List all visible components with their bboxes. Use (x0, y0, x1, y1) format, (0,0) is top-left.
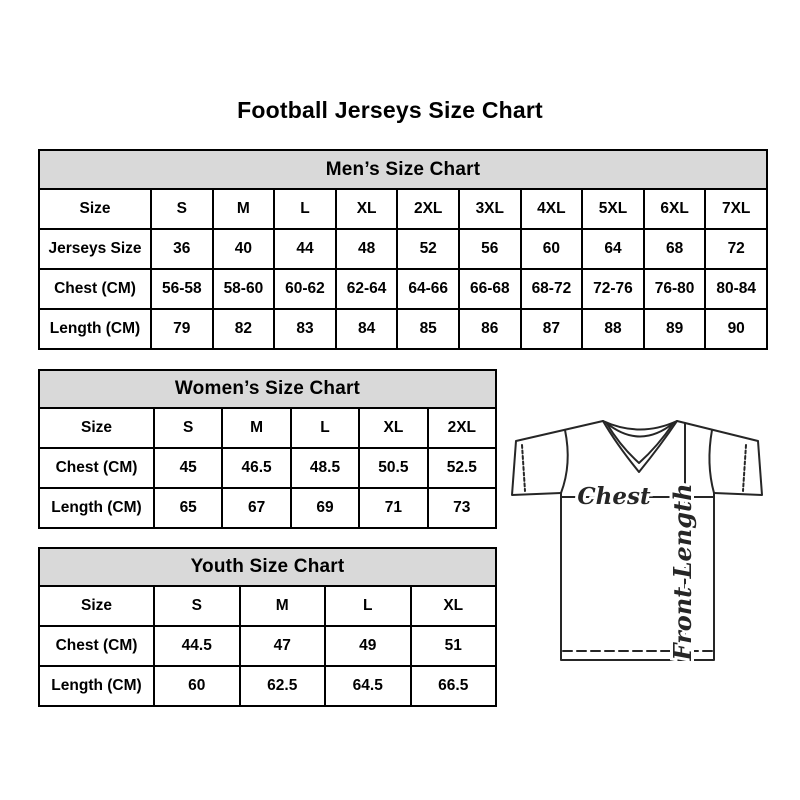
table-row (40, 268, 766, 308)
data-cell: L (273, 190, 335, 228)
data-cell: M (221, 409, 289, 447)
data-cell: 89 (643, 310, 705, 348)
data-cell: 65 (153, 489, 221, 527)
data-cell: 3XL (458, 190, 520, 228)
data-cell: 80-84 (704, 270, 766, 308)
front-length-label: Front Length (668, 483, 697, 661)
data-cell: 83 (273, 310, 335, 348)
data-cell: 66-68 (458, 270, 520, 308)
data-cell: 88 (581, 310, 643, 348)
data-cell: 68-72 (520, 270, 582, 308)
left-cuff-dashed-line (522, 445, 525, 491)
data-cell: 44.5 (153, 627, 239, 665)
data-cell: 90 (704, 310, 766, 348)
table-title: Men’s Size Chart (40, 151, 766, 188)
data-cell: 86 (458, 310, 520, 348)
row-label-cell: Chest (CM) (55, 459, 138, 476)
mens-size-table (38, 149, 768, 350)
data-cell: M (239, 587, 325, 625)
data-cell: 49 (324, 627, 410, 665)
table-title: Youth Size Chart (40, 549, 495, 585)
data-cell: 50.5 (358, 449, 426, 487)
row-label-cell: Size (79, 200, 111, 217)
data-cell: 36 (150, 230, 212, 268)
data-cell: 60 (153, 667, 239, 705)
data-cell: 64 (581, 230, 643, 268)
data-cell: 67 (221, 489, 289, 527)
data-cell: 48.5 (290, 449, 358, 487)
data-cell: 56-58 (150, 270, 212, 308)
data-cell: 52 (396, 230, 458, 268)
womens-size-table (38, 369, 497, 529)
table-title: Women’s Size Chart (40, 371, 495, 407)
data-cell: 62-64 (335, 270, 397, 308)
data-cell: 58-60 (212, 270, 274, 308)
data-cell: M (212, 190, 274, 228)
data-cell: 64.5 (324, 667, 410, 705)
right-cuff-dashed-line (743, 445, 746, 491)
row-label-cell: Size (80, 597, 112, 614)
row-label-cell: Length (CM) (49, 320, 141, 337)
row-label-cell: Jerseys Size (48, 240, 142, 257)
chest-label: Chest (577, 483, 651, 510)
table-row (40, 665, 495, 705)
data-cell: 85 (396, 310, 458, 348)
data-cell: 5XL (581, 190, 643, 228)
data-cell: 79 (150, 310, 212, 348)
data-cell: 76-80 (643, 270, 705, 308)
table-row (40, 585, 495, 625)
data-cell: L (324, 587, 410, 625)
data-cell: 60 (520, 230, 582, 268)
data-cell: 84 (335, 310, 397, 348)
table-row (40, 487, 495, 527)
data-cell: 47 (239, 627, 325, 665)
data-cell: 68 (643, 230, 705, 268)
data-cell: 2XL (427, 409, 495, 447)
data-cell: 6XL (643, 190, 705, 228)
jersey-right-armhole-seam (709, 430, 714, 493)
table-row (40, 447, 495, 487)
data-cell: 66.5 (410, 667, 496, 705)
data-cell: XL (335, 190, 397, 228)
data-cell: 64-66 (396, 270, 458, 308)
data-cell: 7XL (704, 190, 766, 228)
table-row (40, 407, 495, 447)
data-cell: S (153, 587, 239, 625)
data-cell: 45 (153, 449, 221, 487)
data-cell: 44 (273, 230, 335, 268)
data-cell: 60-62 (273, 270, 335, 308)
row-label-cell: Length (CM) (51, 677, 142, 694)
data-cell: 82 (212, 310, 274, 348)
row-label-cell: Length (CM) (51, 499, 142, 516)
table-row (40, 188, 766, 228)
data-cell: XL (410, 587, 496, 625)
row-label-cell: Chest (CM) (55, 637, 138, 654)
page-title: Football Jerseys Size Chart (237, 97, 543, 123)
data-cell: 71 (358, 489, 426, 527)
data-cell: 48 (335, 230, 397, 268)
data-cell: 62.5 (239, 667, 325, 705)
data-cell: 87 (520, 310, 582, 348)
data-cell: 72-76 (581, 270, 643, 308)
data-cell: 4XL (520, 190, 582, 228)
data-cell: S (150, 190, 212, 228)
data-cell: 2XL (396, 190, 458, 228)
data-cell: 40 (212, 230, 274, 268)
data-cell: 69 (290, 489, 358, 527)
data-cell: S (153, 409, 221, 447)
youth-size-table (38, 547, 497, 707)
row-label-cell: Size (80, 419, 112, 436)
jersey-left-armhole-seam (561, 430, 568, 493)
data-cell: 72 (704, 230, 766, 268)
data-cell: 51 (410, 627, 496, 665)
table-row (40, 625, 495, 665)
table-row (40, 228, 766, 268)
data-cell: 52.5 (427, 449, 495, 487)
table-row (40, 308, 766, 348)
data-cell: 46.5 (221, 449, 289, 487)
row-label-cell: Chest (CM) (54, 280, 136, 297)
data-cell: 73 (427, 489, 495, 527)
data-cell: 56 (458, 230, 520, 268)
data-cell: XL (358, 409, 426, 447)
jersey-diagram (500, 398, 768, 666)
data-cell: L (290, 409, 358, 447)
